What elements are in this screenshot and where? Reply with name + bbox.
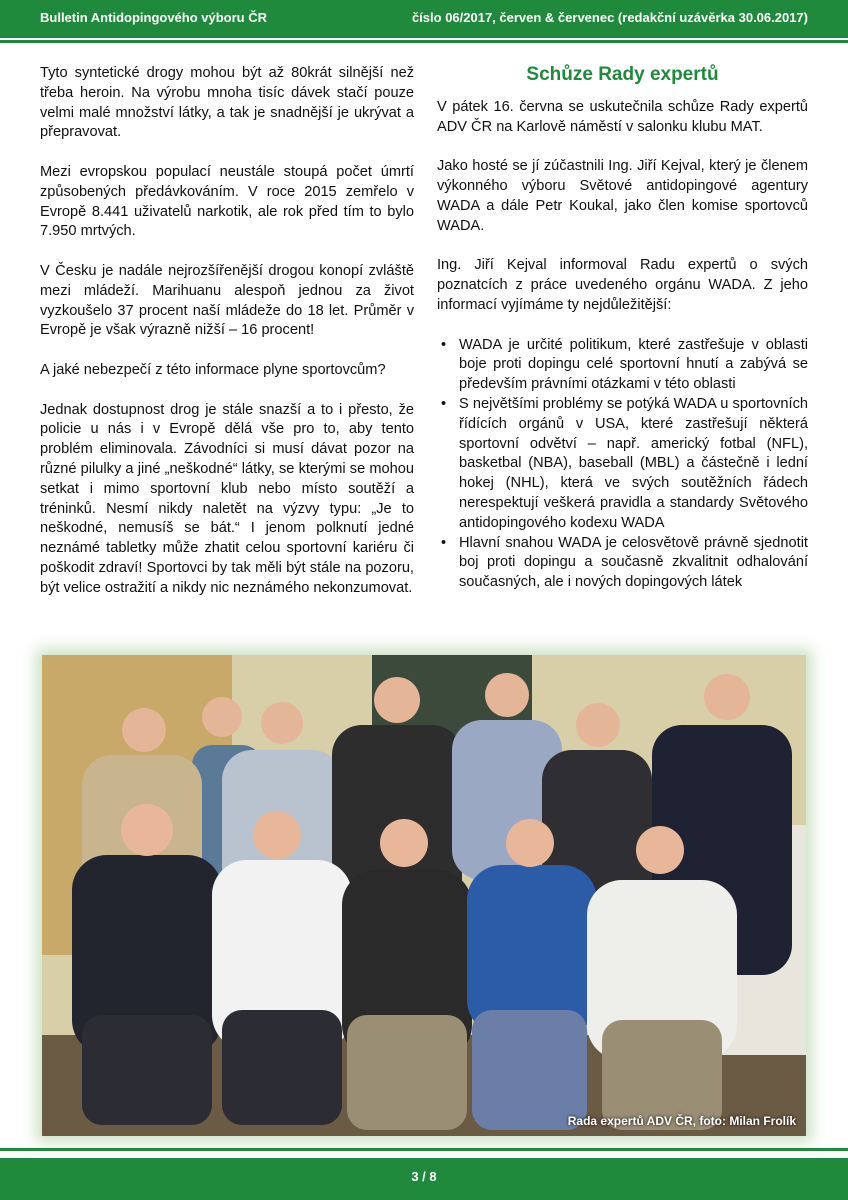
page-footer bbox=[0, 1158, 848, 1200]
list-item-text: Hlavní snahou WADA je celosvětově právně sjednotit boj proti dopingu a současně zkvalitnit odhalování současných, ale i nových dopingových látek bbox=[459, 534, 808, 591]
right-column bbox=[437, 64, 808, 593]
list-item bbox=[437, 336, 808, 395]
list-item bbox=[437, 395, 808, 534]
footer-rule bbox=[0, 1148, 848, 1151]
bulletin-title: Bulletin Antidopingového výboru ČR bbox=[40, 10, 268, 25]
group-photo-illustration bbox=[42, 655, 806, 1136]
paragraph: Jednak dostupnost drog je stále snazší a to i přesto, že policie u nás i v Evropě dělá vše pro to, aby tento problém eliminovala. Závodníci si musí dávat pozor na různé pilulky a jiné „neškodné“ látky, se kterými se mohou setkat i mimo sportovní klub nebo místo soutěží a tréninků. Nesmí nikdy naletět na výzvy typu: „Je to neškodné, nemusíš se bát.“ I jenom polknutí jedné neznámé tabletky může zhatit celou sportovní kariéru či poškodit zdraví! Sportovci by tak měli být stále na pozoru, být velice ostražití a nikdy nic neznámého nekonzumovat. bbox=[40, 401, 414, 596]
list-item-text: WADA je určité politikum, které zastřešuje v oblasti boje proti dopingu celé sportovní hnutí a zabývá se především právními otázkami v této oblasti bbox=[459, 336, 808, 393]
list-item-text: S největšími problémy se potýká WADA u sportovních řídících orgánů v USA, které zastřešují některá sportovní odvětví – např. americký fotbal (NFL), basketbal (NBA), baseball (MBL) a částečně i lední hokej (NHL), která ve svých soutěžních řádech nerespektují veškerá pravidla a standardy Světového antidopingového kodexu WADA bbox=[459, 395, 808, 531]
group-photo bbox=[42, 655, 806, 1136]
paragraph: A jaké nebezpečí z této informace plyne sportovcům? bbox=[40, 361, 386, 378]
paragraph: Mezi evropskou populací neustále stoupá počet úmrtí způsobených předávkováním. V roce 2015 zemřelo v Evropě 8.441 uživatelů narkotik, ale rok před tím to bylo 7.950 mrtvých. bbox=[40, 163, 414, 240]
header-rule bbox=[0, 40, 848, 43]
section-title: Schůze Rady expertů bbox=[526, 64, 719, 85]
list-item bbox=[437, 534, 808, 593]
bullet-icon: • bbox=[441, 395, 447, 412]
page-header bbox=[0, 0, 848, 38]
bullet-icon: • bbox=[441, 336, 447, 353]
page-number: 3 / 8 bbox=[411, 1169, 437, 1184]
photo-caption: Rada expertů ADV ČR, foto: Milan Frolík bbox=[567, 1114, 796, 1128]
paragraph: Ing. Jiří Kejval informoval Radu expertů o svých poznatcích z práce uvedeného orgánu WADA. Z jeho informací vyjímáme ty nejdůležitější: bbox=[437, 257, 808, 313]
bullet-list bbox=[437, 336, 808, 593]
issue-info: číslo 06/2017, červen & červenec (redakční uzávěrka 30.06.2017) bbox=[411, 10, 808, 25]
paragraph: Jako hosté se jí zúčastnili Ing. Jiří Kejval, který je členem výkonného výboru Světové antidopingové agentury WADA a dále Petr Koukal, jako člen komise sportovců WADA. bbox=[437, 158, 808, 234]
paragraph: V pátek 16. června se uskutečnila schůze Rady expertů ADV ČR na Karlově náměstí v salonku klubu MAT. bbox=[437, 99, 808, 135]
paragraph: Tyto syntetické drogy mohou být až 80krát silnější než třeba heroin. Na výrobu mnoha tisíc dávek stačí pouze velmi malé množství látky, a tak je snadnější je ukrývat a přepravovat. bbox=[40, 65, 414, 141]
bullet-icon: • bbox=[441, 534, 447, 551]
left-column bbox=[40, 64, 414, 618]
paragraph: V Česku je nadále nejrozšířenější drogou konopí zvláště mezi mládeží. Marihuanu alespoň jednou za život vyzkoušelo 37 procent naší mládeže do 18 let. Průměr v Evropě je však výrazně nižší – 16 procent! bbox=[40, 262, 414, 339]
